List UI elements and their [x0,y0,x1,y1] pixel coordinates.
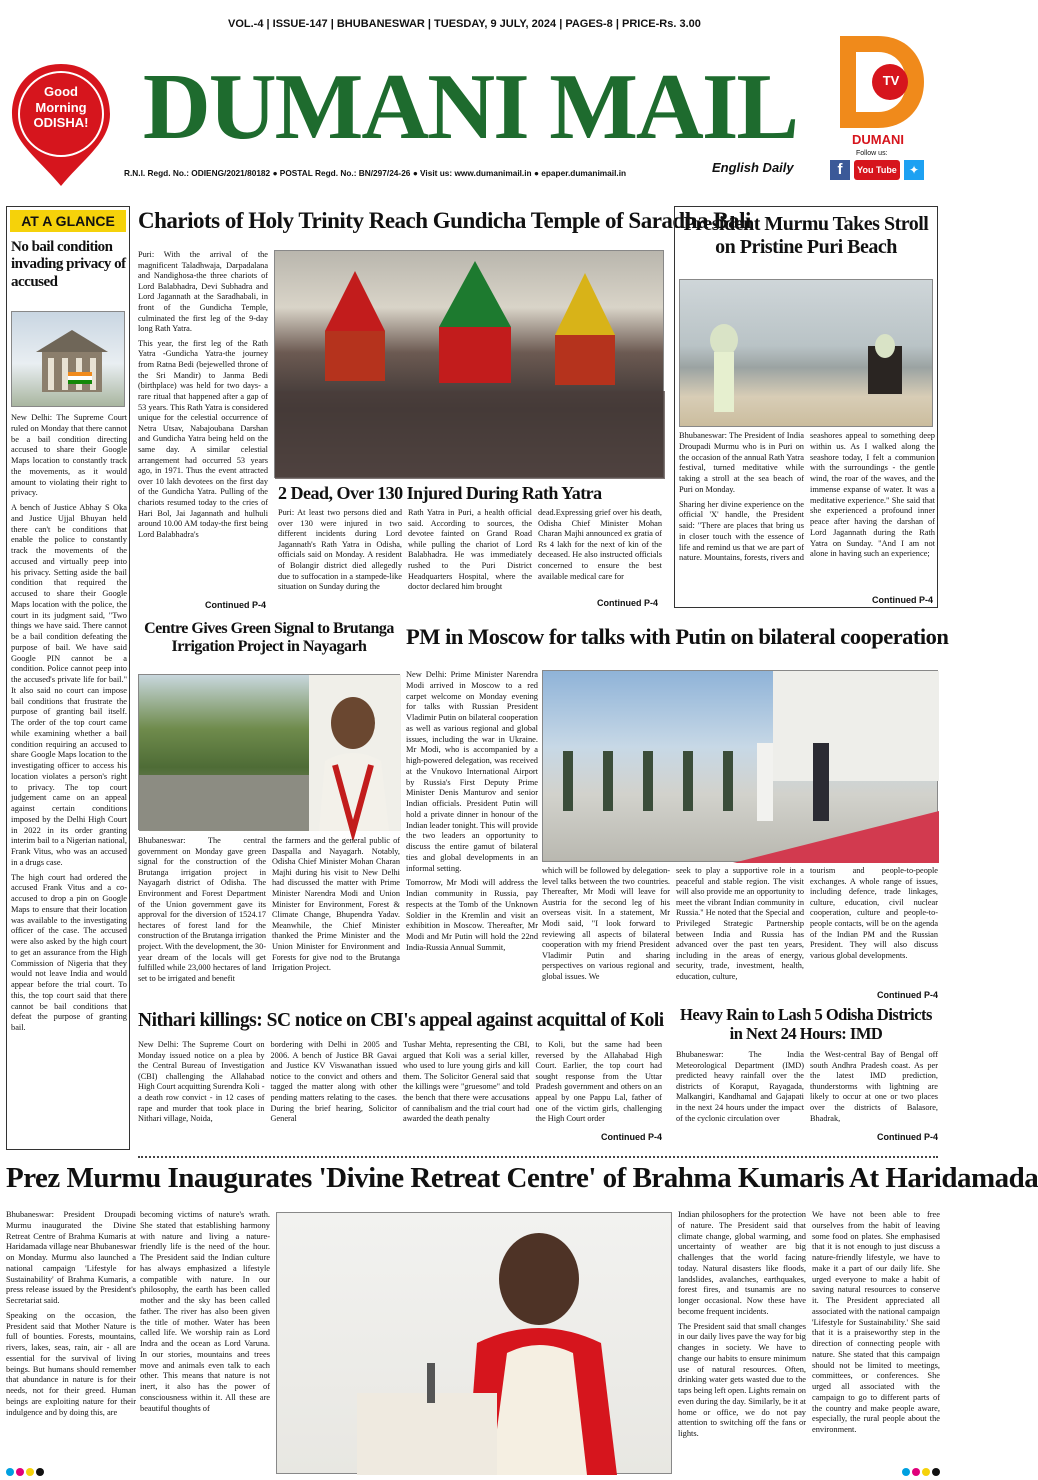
dead-col-1: Puri: At least two persons died and over 130 were injured in two different incidents during Lord Jagannath's Rath Yatra in Odisha, officials said on Monday. A resident of Bolangir district died allegedly due to suffocation in a stampede-like situation on Sunday during the [278,508,402,592]
youtube-icon[interactable] [854,160,900,180]
chariots-continued[interactable]: Continued P-4 [205,600,266,610]
brutanga-headline: Centre Gives Green Signal to Brutanga Irrigation Project in Nayagarh [144,620,394,656]
rain-col-2: the West-central Bay of Bengal off south Andhra Pradesh coast. As per the latest IMD prediction, thunderstorms with lightning are likely to occur at one or two places over the districts of Balasore, Bhadrak, [810,1050,938,1123]
nithari-headline: Nithari killings: SC notice on CBI's appeal against acquittal of Koli [138,1010,664,1031]
president-beach-body [679,431,935,595]
section-divider [138,1156,938,1158]
retreat-headline: Prez Murmu Inaugurates 'Divine Retreat Centre' of Brahma Kumaris At Haridamada [6,1162,1038,1194]
logo-tv-text: TV [882,73,900,88]
dead-col-2: Rath Yatra in Puri, a health official said. According to sources, the devotee fainted on Grand Road while pulling the chariot of Lord Balabhadra. He was immediately rushed to the Puri District Headquarters Hospital, where the doctor declared him brought [408,508,532,592]
retreat-paragraph: Speaking on the occasion, the President said that Mother Nature is full of bounties. Forests, mountains, rivers, lakes, seas, rain, air - all are essential for the survival of living beings. But humans should remember that abundance in nature is for their needs, not for their greed. Human beings are exploiting nature for their indulgence and by doing this, are [6,1310,136,1417]
moscow-lead [406,670,538,1010]
tagline: English Daily [712,160,794,175]
president-beach-headline: President Murmu Takes Stroll on Pristine Puri Beach [683,213,929,258]
president-beach-photo [679,279,933,427]
dead-continued[interactable]: Continued P-4 [597,598,658,608]
greeting-line-3: ODISHA! [33,115,89,131]
moscow-photo [542,670,938,862]
brutanga-photo [138,674,400,830]
nithari-continued[interactable]: Continued P-4 [601,1132,662,1142]
retreat-col-2: becoming victims of nature's wrath. She stated that establishing harmony with nature and living a nature-friendly life is the need of the hour. The President said the Indian culture has always emphasized a lifestyle compatible with nature. In our philosophy, the earth has been called mother and the sky has been called father. The river has also been given the title of mother. Water has been called life. We worship rain as Lord Indra and the ocean as Lord Varuna. In our stories, mountains and trees move and animals even talk to each other. This means that nature is not inert, it also has the power of consciousness within it. All these are beautiful thoughts of [140,1210,270,1413]
president-col-2: seashores appeal to something deep within us. As I walked along the seashore today, I felt a communion with the surroundings - the gentle wind, the roar of the waves, and the immense expanse of water. It was a meditative experience." She said that she experienced a profound inner peace after having the darshan of Lord Jagannath during the Rath Yatra on Sunday. "And I am not alone in having such an experience; [810,431,935,559]
glance-body [11,413,127,1147]
retreat-photo-president [276,1212,672,1474]
president-continued[interactable]: Continued P-4 [872,595,933,605]
nithari-col-1: New Delhi: The Supreme Court on Monday issued notice on a plea by the Central Bureau of Investigation (CBI) challenging the Allahabad High Court acquitting Surendra Koli - a death row convict - in 12 cases of rape and murder that took place in Nithari village, Noida, [138,1040,265,1124]
moscow-headline: PM in Moscow for talks with Putin on bilateral cooperation [406,624,949,649]
nithari-col-2: bordering with Delhi in 2005 and 2006. A bench of Justice BR Gavai and Justice KV Viswanathan issued notice to the convict and others and tagged the matter along with other pending matters relating to the cases. During the brief hearing, Solicitor General [270,1040,397,1124]
good-morning-badge [6,60,116,190]
dead-col-3: dead.Expressing grief over his death, Odisha Chief Minister Mohan Charan Majhi announced ex gratia of Rs 4 lakh for the next of kin of the deceased. He also instructed officials concerned to ensure the best available medical care for [538,508,662,581]
president-paragraph: Bhubaneswar: The President of India Droupadi Murmu who is in Puri on the occasion of the annual Rath Yatra festival, turned meditative while taking a stroll at the sea beach of Puri on Monday. [679,431,804,494]
registration-marks [6,1468,940,1478]
masthead-title: DUMANI MAIL [142,55,798,159]
chariot-scene-icon [275,251,665,479]
greeting-line-1: Good [44,84,78,99]
youtube-label: You Tube [857,165,897,175]
brutanga-col-1: Bhubaneswar: The central government on Monday gave green signal for the construction of the Brutanga irrigation project in Nayagarh district of Odisha. The Environment and Forest Department of the Union government gave its approval for the diversion of 1524.17 hectares of forest land for the construction of the Brutanga irrigation project. With the development, the 30-year dream of the locals will get fulfilled while 23,000 hectares of land set to be irrigated and benefit [138,836,266,983]
rain-continued[interactable]: Continued P-4 [877,1132,938,1142]
glance-paragraph: A bench of Justice Abhay S Oka and Justice Ujjal Bhuyan held there can't be conditions that enable the police to constantly track the movements of the accused and virtually peep into his privacy. Setting aside the bail condition that required the accused to share their Google Maps location with the police, the court in its judgment said, "Two things we have said. There cannot be a bail condition defeating the purpose of bail. We have said Google PIN cannot be a condition. Police cannot peep into the accused's private life for bail." It also said no court can impose bail conditions that frustrate the purpose of granting bail itself. The order of the top court came while examining whether a bail condition requiring an accused to share Google Maps location to the investigating officer to access his location violates a person's right to privacy. The top court judgement came on an appeal against certain conditions imposed by the Delhi High Court in 2022 in its order granting interim bail to a Nigerian national, Frank Vitus, who was an accused in a drugs case. [11,503,127,867]
rain-body [676,1050,938,1138]
chariots-body [138,250,268,602]
chariots-paragraph: This year, the first leg of the Rath Yatra -Gundicha Yatra-the journey from Ratna Bedi (bejewelled throne of the Sri Mandir) to Janma Bedi (birthplace) was held for two days- a rare ritual that happened after a gap of 53 years. This Rath Yatra is considered unique for the celestial occurrence of Netra Utsav, Nabajoubana Darshan and Gundicha Yatra being held on the same day. A similar celestial arrangement had occurred 53 years ago, in 1971. Thus the event attracted over 10 lakh devotees on the first day of the Gundicha Yatra. Pulling of the chariots resumed today to the cries of Hari Bol, Jai Jagannath and hulhuli around 10.00 AM today-the first being Lord Balabhadra's [138,338,268,539]
president-paragraph: Sharing her divine experience on the official 'X' handle, the President said: "There are places that bring us in closer touch with the essence of life and remind us that we are part of nature. Mountains, forests, rivers and [679,499,804,563]
brutanga-col-2: the farmers and the general public of Daspalla and Nayagarh. Notably, Odisha Chief Minister Mohan Charan Majhi during his visit to New Delhi had discussed the matter with Prime Minister Narendra Modi and Union Minister for Environment, Forest & Climate Change, Bhupendra Yadav. Meanwhile, the Chief Minister thanked the Prime Minister and the Union Minister for Environment and Forests for give nod to the Brutanga Irrigation Project. [272,836,400,973]
moscow-continued[interactable]: Continued P-4 [877,990,938,1000]
retreat-paragraph: Indian philosophers for the protection of nature. The President said that climate change, global warming, and uncertainty of weather are big challenges that the world facing today. Natural disasters like floods, landslides, avalanches, earthquakes, forest fires, and tsunamis are no longer occasional. Now these have become frequent incidents. [678,1210,806,1316]
brutanga-body [138,836,400,1006]
moscow-welcome-icon [543,671,939,863]
greeting-line-2: Morning [35,99,87,115]
at-a-glance-label: AT A GLANCE [10,210,126,232]
masthead [0,0,945,200]
follow-us-label: Follow us: [856,150,888,157]
moscow-col-3: seek to play a supportive role in a peaceful and stable region. The visit will also provide me an opportunity to meet the vibrant Indian community in Russia." He noted that the Special and Privileged Strategic Partnership between India and Russia has advanced over the past ten years, including in the areas of energy, security, trade, investment, health, education, culture, [676,866,804,982]
retreat-col-4: We have not been able to free ourselves from the habit of leaving some food on plates. She emphasised that it is not enough to just discuss a nature-friendly lifestyle, we have to make it a part of our daily life. She urged everyone to make a habit of saving natural resources to conserve it. The President appreciated all associated with the national campaign 'Lifestyle for Sustainability.' She said that it is a praiseworthy step in the direction of connecting people with nature. She stated that this campaign should not be limited to meetings, committees, or conferences. She urged all associated with the campaign to go to different parts of the country and make people aware, especially, the rural people about the environment. [812,1210,940,1434]
glance-paragraph: New Delhi: The Supreme Court ruled on Monday that there cannot be a bail condition directing accused to share their Google Maps location to constantly track the movements, as it would amount to violating their right to privacy. [11,413,127,498]
glance-headline: No bail condition invading privacy of accused [11,239,126,290]
moscow-paragraph: New Delhi: Prime Minister Narendra Modi arrived in Moscow to a red carpet welcome on Monday evening for talks with Russian President Vladimir Putin on bilateral cooperation as well as various regional and global issues, including the war in Ukraine. Mr Modi, who is accompanied by a high-powered delegation, was received at the Vnukovo International Airport by Russia's First Deputy Prime Minister Denis Manturov and senior Indian officials. President Putin will hold a private dinner in honour of the Indian leader tonight. This will provide the two leaders an opportunity to discuss the entire gamut of bilateral ties and global developments in an informal setting. [406,670,538,873]
retreat-col-3 [678,1210,806,1466]
dead-headline: 2 Dead, Over 130 Injured During Rath Yatra [278,483,602,503]
president-speech-icon [277,1213,673,1475]
moscow-paragraph: Tomorrow, Mr Modi will address the Indian community in Russia, pay respects at the Tomb of the Unknown Soldier in the Kremlin and visit an exhibition in Moscow. Thereafter, Mr Modi and Mr Putin will hold the 22nd India-Russia Annual Summit, [406,878,538,952]
glance-photo-supreme-court [11,311,125,407]
beach-scene-icon [680,280,934,428]
irrigation-minister-icon [139,675,401,831]
logo-text: DUMANI [852,132,904,147]
issue-info-line: VOL.-4 | ISSUE-147 | BHUBANESWAR | TUESDAY, 9 JULY, 2024 | PAGES-8 | PRICE-Rs. 3.00 [228,18,701,30]
moscow-columns [542,866,938,1002]
president-beach-box [674,206,938,608]
rain-headline: Heavy Rain to Lash 5 Odisha Districts in Next 24 Hours: IMD [680,1005,932,1043]
dead-body [278,508,662,606]
court-building-icon [12,312,126,408]
nithari-body [138,1040,662,1144]
nithari-col-4: to Koli, but the same had been reversed by the Allahabad High Court. Earlier, the top court had sought response from the Uttar Pradesh government and others on an appeal by one Pappu Lal, father of one of the victim girls, challenging the High Court order [535,1040,662,1124]
chariots-headline: Chariots of Holy Trinity Reach Gundicha Temple of Saradha Bali [138,208,751,233]
retreat-paragraph: Bhubaneswar: President Droupadi Murmu inaugurated the Divine Retreat Centre of Brahma Kumaris at Haridamada village near Bhubaneswar on Monday. Murmu also launched a national campaign 'Lifestyle for Sustainability' of Brahma Kumaris, a press release issued by the President's Secretariat said. [6,1210,136,1305]
retreat-col-1 [6,1210,136,1466]
moscow-col-2: which will be followed by delegation-level talks between the two countries. Thereafter, Mr Modi will leave for Austria for the second leg of his overseas visit. In a statement, Mr Modi said, "I look forward to reviewing all aspects of bilateral cooperation with my friend President Vladimir Putin and sharing perspectives on various regional and global issues. We [542,866,670,982]
facebook-icon[interactable]: f [830,160,850,180]
chariots-paragraph: Puri: With the arrival of the magnificent Taladhwaja, Darpadalana and Nandighosa-the three chariots of Lord Balabhadra, Devi Subhadra and Lord Jagannath at the Saradhabali, in front of the Gundicha Temple, culminated the first leg of the 9-day long Rath Yatra. [138,250,268,334]
twitter-icon[interactable]: ✦ [904,160,924,180]
chariots-photo-crowd [274,250,664,478]
rain-col-1: Bhubaneswar: The India Meteorological Department (IMD) predicted heavy rainfall over the districts of Koraput, Rayagada, Malkangiri, Kandhamal and Gajapati in the next 24 hours under the impact of the cyclonic circulation over [676,1050,804,1123]
at-a-glance-panel [6,206,130,1150]
retreat-paragraph: The President said that small changes in our daily lives pave the way for big changes in society. We have to change our habits to ensure minimum use of natural resources. Often, drinking water gets wasted due to the taps being left open. Lights remain on even during the day. Similarly, be it at home or office, we do not pay attention to switching off the fans or lights. [678,1321,806,1438]
glance-paragraph: The high court had ordered the accused Frank Vitus and a co-accused to drop a pin on Google Maps to ensure that their location was available to the investigating officer of the case. The accused were also asked by the high court to get an assurance from the High Commission of Nigeria that they would not leave India and would appear before the trial court. To this, the top court said that there cannot be bail conditions that defeat the purpose of granting bail. [11,872,127,1032]
registration-line: R.N.I. Regd. No.: ODIENG/2021/80182 ● POSTAL Regd. No.: BN/297/24-26 ● Visit us: www.dumanimail.in ● epaper.dumanimail.in [124,168,627,178]
nithari-col-3: Tushar Mehta, representing the CBI, argued that Koli was a serial killer, who used to lure young girls and kill them. The Solicitor General said that the killings were "gruesome" and told the bench that there were accusations of cannibalism and the trial court had awarded the death penalty [403,1040,530,1124]
moscow-col-4: tourism and people-to-people exchanges. A whole range of issues, including defence, trade linkages, culture, education, civil nuclear cooperation, culture and people-to-people contacts, will be on the agenda of the Indian PM and the Russian President. They will also discuss various global developments. [810,866,938,960]
dumani-tv-logo[interactable] [826,28,930,188]
